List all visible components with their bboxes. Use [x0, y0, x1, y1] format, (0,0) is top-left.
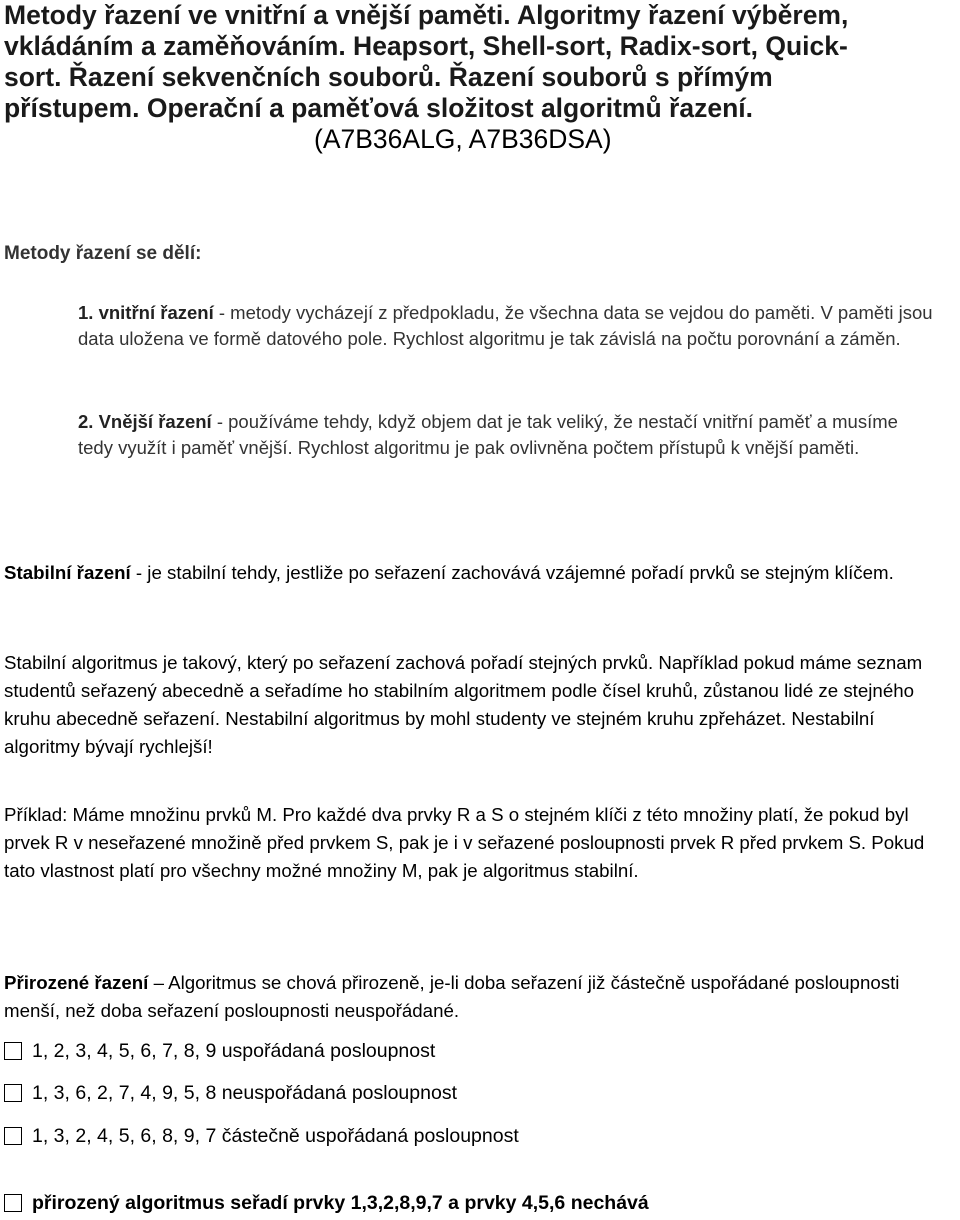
sequence-text: 1, 3, 2, 4, 5, 6, 8, 9, 7 částečně uspořádaná posloupnost — [32, 1125, 519, 1147]
sequence-text: 1, 3, 6, 2, 7, 4, 9, 5, 8 neuspořádaná posloupnost — [32, 1082, 457, 1104]
sequence-ordered — [4, 1037, 435, 1065]
example-paragraph: Příklad: Máme množinu prvků M. Pro každé dva prvky R a S o stejném klíči z této množiny platí, že pokud byl prvek R v neseřazené množině před prvkem S, pak je i v seřazené posloupnosti prvek R před prvkem S. Pokud tato vlastnost platí pro všechny možné množiny M, pak je algoritmus stabilní. — [4, 804, 925, 881]
title-line-1: Metody řazení ve vnitřní a vnější paměti. Algoritmy řazení výběrem, — [4, 0, 849, 30]
item-term: vnitřní řazení — [98, 302, 214, 323]
checkbox-square-icon — [4, 1084, 22, 1102]
sequence-unordered — [4, 1079, 457, 1107]
stable-term: Stabilní řazení — [4, 562, 131, 583]
item-text: - používáme tehdy, když objem dat je tak veliký, že nestačí vnitřní paměť a musíme tedy využít i paměť vnější. Rychlost algoritmu je pak ovlivněna počtem přístupů k vnější paměti. — [78, 411, 898, 458]
title-line-2: vkládáním a zaměňováním. Heapsort, Shell-sort, Radix-sort, Quick- — [4, 31, 848, 61]
stable-algorithm-paragraph: Stabilní algoritmus je takový, který po seřazení zachová pořadí stejných prvků. Například pokud máme seznam studentů seřazený abecedně a seřadíme ho stabilním algoritmem podle čísel kruhů, zůstanou lidé ze stejného kruhu abecedně seřazení. Nestabilní algoritmus by mohl studenty ve stejném kruhu zpřeházet. Nestabilní algoritmy bývají rychlejší! — [4, 652, 923, 757]
document-title — [4, 0, 956, 155]
final-note-text: přirozený algoritmus seřadí prvky 1,3,2,8,9,7 a prvky 4,5,6 nechává — [32, 1192, 649, 1214]
sequence-partially-ordered — [4, 1122, 519, 1150]
natural-text: – Algoritmus se chová přirozeně, je-li doba seřazení již částečně uspořádané posloupnosti menší, než doba seřazení posloupnosti neuspořádané. — [4, 972, 900, 1021]
section-subheading: Metody řazení se dělí: — [4, 243, 202, 264]
list-item-external-sort — [78, 409, 938, 461]
item-number: 1. — [78, 302, 94, 323]
list-item-internal-sort — [78, 300, 938, 352]
course-code: (A7B36ALG, A7B36DSA) — [314, 124, 612, 154]
item-term: Vnější řazení — [98, 411, 212, 432]
sequence-text: 1, 2, 3, 4, 5, 6, 7, 8, 9 uspořádaná posloupnost — [32, 1040, 436, 1062]
stable-sort-definition — [4, 559, 954, 587]
checkbox-square-icon — [4, 1194, 22, 1212]
checkbox-square-icon — [4, 1127, 22, 1145]
natural-sort-definition — [4, 969, 954, 1025]
natural-algorithm-note — [4, 1189, 649, 1217]
title-line-3: sort. Řazení sekvenčních souborů. Řazení souborů s přímým — [4, 62, 773, 92]
item-number: 2. — [78, 411, 94, 432]
checkbox-square-icon — [4, 1042, 22, 1060]
item-text: - metody vycházejí z předpokladu, že všechna data se vejdou do paměti. V paměti jsou data uložena ve formě datového pole. Rychlost algoritmu je tak závislá na počtu porovnání a záměn. — [78, 302, 933, 349]
stable-text: - je stabilní tehdy, jestliže po seřazení zachovává vzájemné pořadí prvků se stejným klíčem. — [130, 562, 894, 583]
title-line-4: přístupem. Operační a paměťová složitost algoritmů řazení. — [4, 93, 753, 123]
natural-term: Přirozené řazení — [4, 972, 149, 993]
